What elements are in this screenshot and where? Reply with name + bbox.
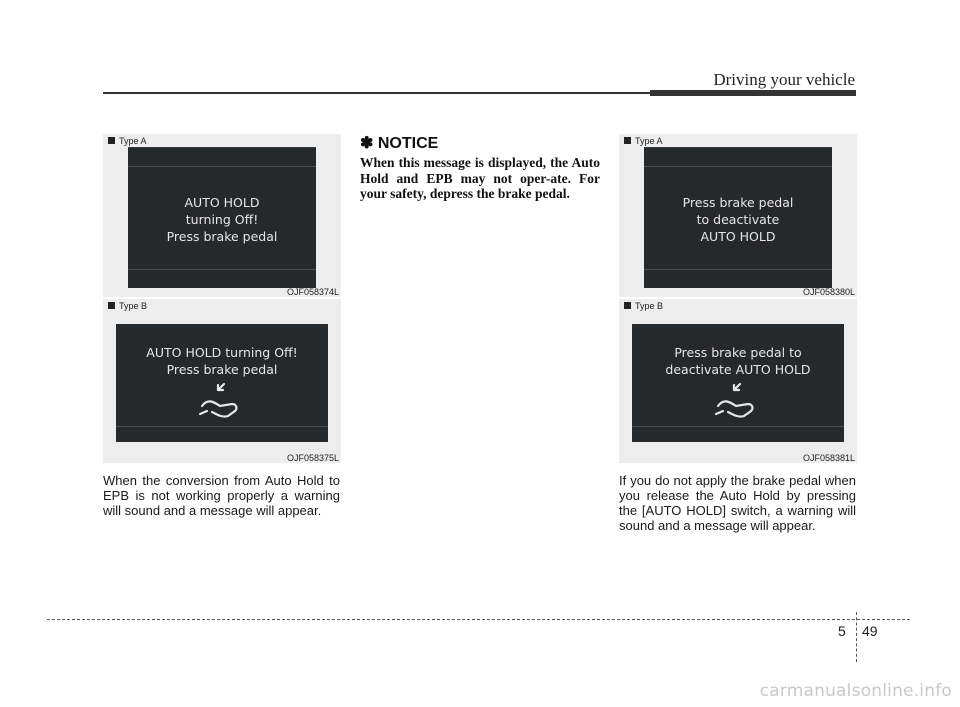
figure-left-type-a [103, 134, 341, 297]
chapter-number: 5 [838, 623, 846, 639]
watermark: carmanualsonline.info [759, 681, 952, 701]
display-message: AUTO HOLD turning Off! Press brake pedal [166, 195, 278, 244]
figure-left-type-b [103, 299, 341, 463]
figure-right-type-b [619, 299, 857, 463]
display-message: Press brake pedal to deactivate AUTO HOLD [665, 345, 811, 377]
square-bullet-icon [624, 302, 631, 309]
type-label: Type B [624, 301, 663, 311]
display-bottom-band [644, 269, 832, 288]
display-bottom-band [632, 426, 844, 442]
figure-code: OJF058381L [802, 453, 855, 463]
left-paragraph: When the conversion from Auto Hold to EPB is not working properly a warning will sound and a message will appear. [103, 473, 340, 518]
cluster-display [128, 147, 316, 288]
square-bullet-icon [108, 302, 115, 309]
brake-pedal-icon [198, 382, 246, 422]
figure-code: OJF058374L [286, 287, 339, 297]
notice-title: ✽ NOTICE [360, 135, 439, 152]
type-label: Type A [624, 136, 663, 146]
display-top-band [644, 148, 832, 167]
display-bottom-band [116, 426, 328, 442]
cluster-display [116, 324, 328, 442]
type-label: Type A [108, 136, 147, 146]
cluster-display [632, 324, 844, 442]
square-bullet-icon [108, 137, 115, 144]
footer-rule [47, 619, 910, 620]
display-top-band [128, 148, 316, 167]
brake-pedal-icon [714, 382, 762, 422]
page-number: 49 [862, 623, 878, 639]
figure-right-type-a [619, 134, 857, 297]
display-bottom-band [128, 269, 316, 288]
figure-code: OJF058380L [802, 287, 855, 297]
square-bullet-icon [624, 137, 631, 144]
notice-body: When this message is displayed, the Auto Hold and EPB may not oper-ate. For your safety, depress the brake pedal. [360, 155, 600, 201]
right-paragraph: If you do not apply the brake pedal when you release the Auto Hold by pressing the [AUTO HOLD] switch, a warning will sound and a message will appear. [619, 473, 856, 533]
display-message: AUTO HOLD turning Off! Press brake pedal [146, 345, 298, 377]
header-rule-accent [650, 90, 856, 96]
display-message: Press brake pedal to deactivate AUTO HOLD [682, 195, 794, 244]
figure-code: OJF058375L [286, 453, 339, 463]
running-header: Driving your vehicle [713, 70, 855, 89]
cluster-display [644, 147, 832, 288]
type-label: Type B [108, 301, 147, 311]
footer-divider [856, 612, 857, 662]
